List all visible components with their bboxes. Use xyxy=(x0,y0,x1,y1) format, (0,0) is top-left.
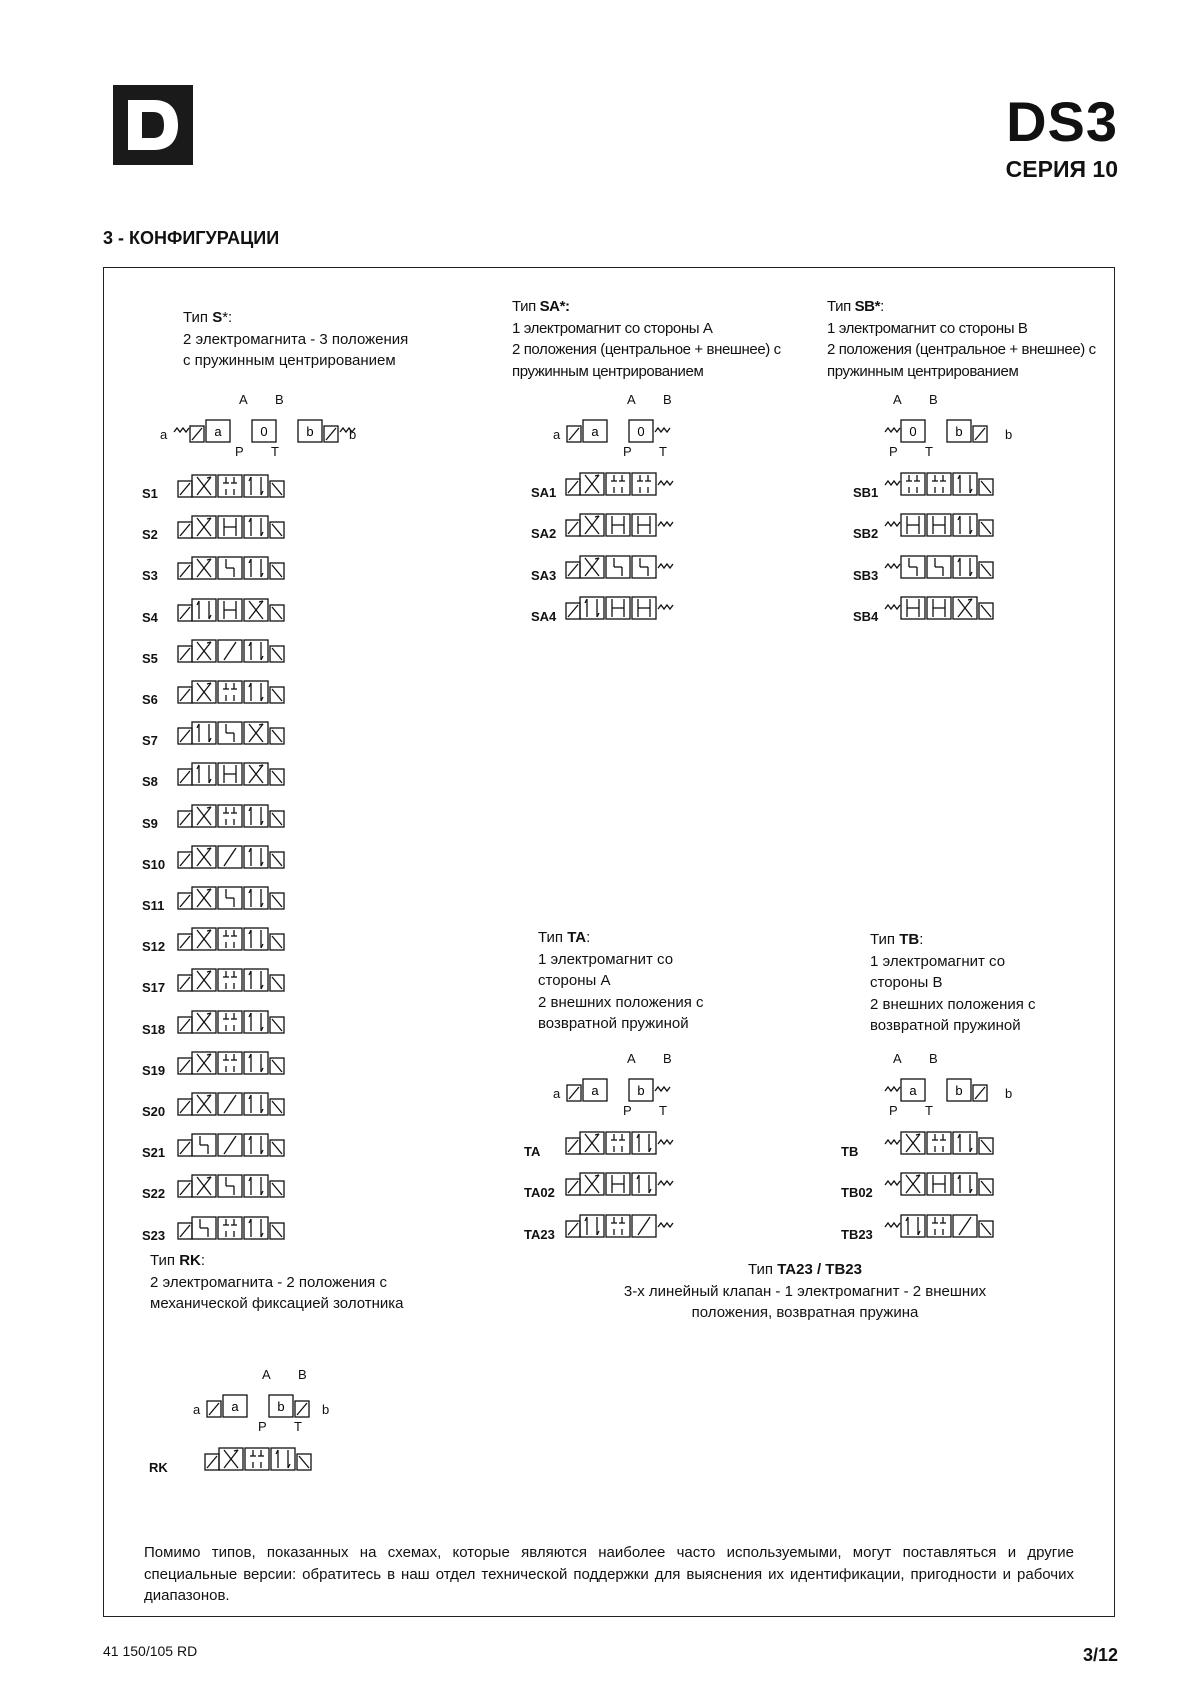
symbol-tb xyxy=(885,1130,1003,1158)
group-ta-sol-a-label: a xyxy=(553,1086,561,1101)
model-label-rk: RK xyxy=(149,1460,168,1475)
group-s-port-p: P xyxy=(235,444,244,459)
model-label-ta23: TA23 xyxy=(524,1226,555,1242)
group-s-sol-b-label: b xyxy=(349,427,357,442)
group-rk-port-p: P xyxy=(258,1419,267,1434)
symbol-s9 xyxy=(178,803,296,831)
symbol-s17 xyxy=(178,967,296,995)
symbol-sa3 xyxy=(566,554,684,582)
symbol-s2 xyxy=(178,514,296,542)
symbol-sb3 xyxy=(885,554,1003,582)
group-sb-sol-b-label: b xyxy=(1005,427,1013,442)
svg-text:b: b xyxy=(306,424,314,439)
model-label-s2: S2 xyxy=(142,527,158,543)
symbol-sb4 xyxy=(885,595,1003,623)
model-label-tb23: TB23 xyxy=(841,1226,873,1242)
model-label-s18: S18 xyxy=(142,1021,166,1037)
model-label-sa1: SA1 xyxy=(531,485,557,500)
symbol-ta xyxy=(566,1130,684,1158)
symbol-rk xyxy=(205,1446,323,1474)
symbol-s5 xyxy=(178,638,296,666)
model-label-ta: TA xyxy=(524,1144,541,1159)
model-label-ta02: TA02 xyxy=(524,1185,555,1201)
svg-text:a: a xyxy=(591,424,599,439)
group-rk-sol-b-label: b xyxy=(322,1402,330,1417)
group-s-port-a: A xyxy=(239,392,248,407)
model-label-s11: S11 xyxy=(142,898,165,913)
group-ta23-desc: Тип TA23 / TB23 3-х линейный клапан - 1 электромагнит - 2 внешних положения, возвратная пружина xyxy=(623,1261,987,1321)
group-rk-header-symbol xyxy=(207,1393,322,1421)
symbol-ta23 xyxy=(566,1213,684,1241)
group-ta-port-a: A xyxy=(627,1051,636,1066)
footnote: Помимо типов, показанных на схемах, которые являются наиболее часто используемыми, могут поставляться и другие специальные версии: обратитесь в наш отдел технической поддержки для выяснения их идентификации, пригодности и рабочих диапазонов. xyxy=(144,1544,1074,1604)
group-s-header-symbol xyxy=(174,418,357,446)
symbol-s1 xyxy=(178,473,296,501)
symbol-s18 xyxy=(178,1009,296,1037)
symbol-sb1 xyxy=(885,471,1003,499)
model-label-sa4: SA4 xyxy=(531,608,557,624)
group-tb-port-p: P xyxy=(889,1103,898,1118)
group-tb-port-a: A xyxy=(893,1051,902,1066)
model-label-s6: S6 xyxy=(142,692,158,707)
page-number: 3/12 xyxy=(1082,1645,1118,1665)
group-sa-port-p: P xyxy=(623,444,632,459)
symbol-sa4 xyxy=(566,595,684,623)
model-label-tb02: TB02 xyxy=(841,1185,873,1201)
group-sa-port-t: T xyxy=(659,444,667,459)
group-rk-port-a: A xyxy=(262,1367,271,1382)
symbol-s23 xyxy=(178,1215,296,1243)
group-sb-port-a: A xyxy=(893,392,902,407)
symbol-s19 xyxy=(178,1050,296,1078)
model-label-s3: S3 xyxy=(142,568,158,584)
model-label-tb: TB xyxy=(841,1144,859,1159)
group-sb-header-symbol xyxy=(885,418,995,446)
group-sb-port-p: P xyxy=(889,444,898,459)
model-label-s23: S23 xyxy=(142,1227,166,1243)
symbol-s6 xyxy=(178,679,296,707)
model-label-sa2: SA2 xyxy=(531,526,557,542)
group-ta-port-p: P xyxy=(623,1103,632,1118)
model-label-s8: S8 xyxy=(142,774,158,790)
group-tb-desc: Тип TB: 1 электромагнит со стороны В 2 внешних положения с возвратной пружиной xyxy=(870,931,1036,1034)
symbol-tb23 xyxy=(885,1213,1003,1241)
group-sb-port-t: T xyxy=(925,444,933,459)
svg-text:a: a xyxy=(231,1399,239,1414)
symbol-ta02 xyxy=(566,1171,684,1199)
model-label-sb1: SB1 xyxy=(853,485,879,500)
group-rk-sol-a-label: a xyxy=(193,1402,201,1417)
svg-text:b: b xyxy=(955,1083,963,1098)
model-label-s12: S12 xyxy=(142,939,166,955)
group-ta-port-b: B xyxy=(663,1051,672,1066)
symbol-s10 xyxy=(178,844,296,872)
group-sa-sol-a-label: a xyxy=(553,427,561,442)
model-label-s20: S20 xyxy=(142,1104,166,1119)
group-s-desc: Тип S*: 2 электромагнита - 3 положения с пружинным центрированием xyxy=(183,309,409,369)
model-label-s7: S7 xyxy=(142,733,158,749)
group-tb-port-t: T xyxy=(925,1103,933,1118)
group-sb-port-b: B xyxy=(929,392,938,407)
model-label-s17: S17 xyxy=(142,980,166,996)
svg-text:0: 0 xyxy=(909,424,917,439)
doc-subtitle: СЕРИЯ 10 xyxy=(1005,156,1118,182)
group-tb-header-symbol xyxy=(885,1077,995,1105)
symbol-sa1 xyxy=(566,471,684,499)
group-sa-header-symbol xyxy=(567,418,677,446)
symbol-s7 xyxy=(178,720,296,748)
section-title: 3 - КОНФИГУРАЦИИ xyxy=(103,228,280,248)
group-tb-port-b: B xyxy=(929,1051,938,1066)
svg-text:0: 0 xyxy=(637,424,645,439)
model-label-sa3: SA3 xyxy=(531,567,557,583)
model-label-sb4: SB4 xyxy=(853,608,879,624)
symbol-s20 xyxy=(178,1091,296,1119)
company-logo xyxy=(113,85,193,165)
model-label-s21: S21 xyxy=(142,1145,166,1161)
svg-text:a: a xyxy=(591,1083,599,1098)
symbol-s3 xyxy=(178,555,296,583)
svg-text:a: a xyxy=(214,424,222,439)
model-label-s10: S10 xyxy=(142,856,166,872)
group-s-port-t: T xyxy=(271,444,279,459)
model-label-s22: S22 xyxy=(142,1186,166,1202)
document-code: 41 150/105 RD xyxy=(103,1643,198,1659)
symbol-sb2 xyxy=(885,512,1003,540)
group-sa-port-a: A xyxy=(627,392,636,407)
symbol-sa2 xyxy=(566,512,684,540)
model-label-s19: S19 xyxy=(142,1062,166,1078)
group-sb-desc: Тип SB*: 1 электромагнит со стороны В 2 положения (центральное + внешнее) с пружинным центрированием xyxy=(827,298,1096,380)
model-label-s4: S4 xyxy=(142,609,158,625)
group-ta-port-t: T xyxy=(659,1103,667,1118)
svg-text:0: 0 xyxy=(260,424,268,439)
group-ta-header-symbol xyxy=(567,1077,677,1105)
model-label-sb2: SB2 xyxy=(853,526,879,542)
model-label-s1: S1 xyxy=(142,486,158,501)
symbol-s4 xyxy=(178,597,296,625)
group-s-port-b: B xyxy=(275,392,284,407)
symbol-s12 xyxy=(178,926,296,954)
group-ta-desc: Тип TA: 1 электромагнит со стороны А 2 внешних положения с возвратной пружиной xyxy=(538,929,704,1032)
symbol-tb02 xyxy=(885,1171,1003,1199)
model-label-s5: S5 xyxy=(142,650,158,666)
svg-text:a: a xyxy=(909,1083,917,1098)
symbol-s22 xyxy=(178,1173,296,1201)
svg-text:b: b xyxy=(277,1399,285,1414)
group-s-sol-a-label: a xyxy=(160,427,168,442)
model-label-sb3: SB3 xyxy=(853,567,879,583)
svg-text:b: b xyxy=(637,1083,645,1098)
group-sa-desc: Тип SA*: 1 электромагнит со стороны А 2 положения (центральное + внешнее) с пружинным центрированием xyxy=(512,298,781,380)
symbol-s11 xyxy=(178,885,296,913)
group-rk-port-b: B xyxy=(298,1367,307,1382)
symbol-s8 xyxy=(178,761,296,789)
group-rk-port-t: T xyxy=(294,1419,302,1434)
doc-title: DS3 xyxy=(1006,90,1118,153)
svg-text:b: b xyxy=(955,424,963,439)
logo-d-icon xyxy=(126,98,180,152)
group-tb-sol-b-label: b xyxy=(1005,1086,1013,1101)
group-sa-port-b: B xyxy=(663,392,672,407)
group-rk-desc: Тип RK: 2 электромагнита - 2 положения с механической фиксацией золотника xyxy=(150,1252,404,1312)
symbol-s21 xyxy=(178,1132,296,1160)
model-label-s9: S9 xyxy=(142,815,158,831)
